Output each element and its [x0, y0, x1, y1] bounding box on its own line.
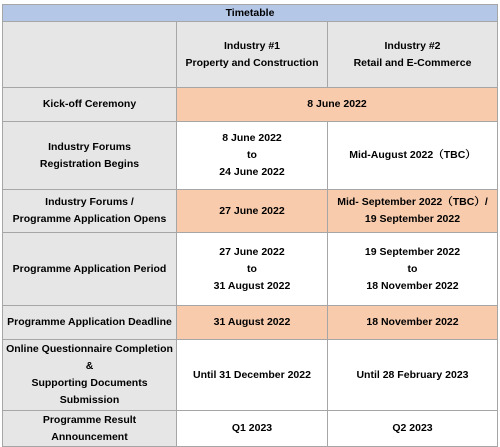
- industry-2-cell: [328, 190, 498, 233]
- industry-1-cell: [177, 122, 328, 190]
- cell-value-line: 8 June 2022: [222, 132, 282, 144]
- cell-value-line: to: [247, 149, 257, 161]
- industry-1-cell: [177, 411, 328, 447]
- header-industry-1-name: Property and Construction: [185, 56, 319, 69]
- cell-value-line: Until 31 December 2022: [193, 368, 311, 381]
- table-row: [3, 122, 498, 190]
- row-label-line: &: [85, 360, 94, 372]
- table-row: [3, 306, 498, 340]
- cell-value-line: 19 September 2022: [364, 213, 461, 225]
- cell-value-line: Q1 2023: [231, 422, 273, 434]
- row-label-line: Programme Application Deadline: [7, 316, 172, 328]
- row-label-line: Kick-off Ceremony: [42, 98, 137, 110]
- cell-value-line: 19 September 2022: [364, 245, 461, 258]
- cell-value-line: Mid-August 2022（TBC）: [349, 149, 476, 161]
- row-label-line: Online Questionnaire Completion: [6, 343, 173, 355]
- cell-value-line: 27 June 2022: [219, 204, 285, 217]
- industry-1-cell: [177, 340, 328, 411]
- row-label-line: Programme Application Opens: [12, 213, 167, 225]
- header-industry-1-number: Industry #1: [223, 39, 281, 52]
- table-row: [3, 411, 498, 447]
- title-row: [3, 5, 498, 22]
- row-label: [3, 306, 177, 340]
- row-label-line: Submission: [59, 394, 120, 406]
- cell-value-line: to: [407, 262, 418, 275]
- header-industry-1: [177, 22, 328, 88]
- cell-value-line: 18 November 2022: [366, 316, 459, 328]
- industry-2-cell: [328, 306, 498, 340]
- header-industry-2: [328, 22, 498, 88]
- timetable: [2, 4, 498, 447]
- industry-1-cell: [177, 306, 328, 340]
- header-corner: [3, 22, 177, 88]
- row-label-line: Supporting Documents: [31, 377, 148, 389]
- cell-value-line: 27 June 2022: [219, 245, 285, 258]
- table-row: [3, 340, 498, 411]
- cell-value-line: Q2 2023: [392, 422, 433, 434]
- table-row: [3, 190, 498, 233]
- header-industry-2-name: Retail and E-Commerce: [353, 56, 472, 69]
- merged-value-cell: [177, 88, 498, 122]
- row-label-line: Programme Result: [42, 413, 137, 426]
- cell-value-line: 18 November 2022: [366, 279, 459, 292]
- industry-1-cell: [177, 233, 328, 306]
- industry-1-cell: [177, 190, 328, 233]
- cell-value-line: 24 June 2022: [219, 166, 285, 178]
- row-label-line: Industry Forums: [48, 140, 131, 153]
- row-label-line: Industry Forums /: [45, 196, 134, 208]
- cell-value-line: 31 August 2022: [213, 316, 291, 328]
- row-label-line: Announcement: [51, 430, 128, 443]
- cell-value-line: 31 August 2022: [213, 279, 291, 292]
- table-title: Timetable: [3, 5, 498, 22]
- header-industry-2-number: Industry #2: [384, 39, 441, 52]
- header-row: [3, 22, 498, 88]
- industry-2-cell: [328, 233, 498, 306]
- cell-value-line: Mid- September 2022（TBC）/: [337, 196, 488, 208]
- row-label-line: Programme Application Period: [12, 262, 167, 275]
- row-label: [3, 340, 177, 411]
- row-label: [3, 88, 177, 122]
- table-row: [3, 88, 498, 122]
- cell-value-line: to: [247, 262, 257, 275]
- row-label: [3, 233, 177, 306]
- industry-2-cell: [328, 411, 498, 447]
- row-label-line: Registration Begins: [39, 157, 140, 170]
- row-label: [3, 411, 177, 447]
- industry-2-cell: [328, 122, 498, 190]
- cell-value-line: 8 June 2022: [307, 98, 367, 110]
- row-label: [3, 122, 177, 190]
- cell-value-line: Until 28 February 2023: [356, 368, 469, 381]
- row-label: [3, 190, 177, 233]
- industry-2-cell: [328, 340, 498, 411]
- table-row: [3, 233, 498, 306]
